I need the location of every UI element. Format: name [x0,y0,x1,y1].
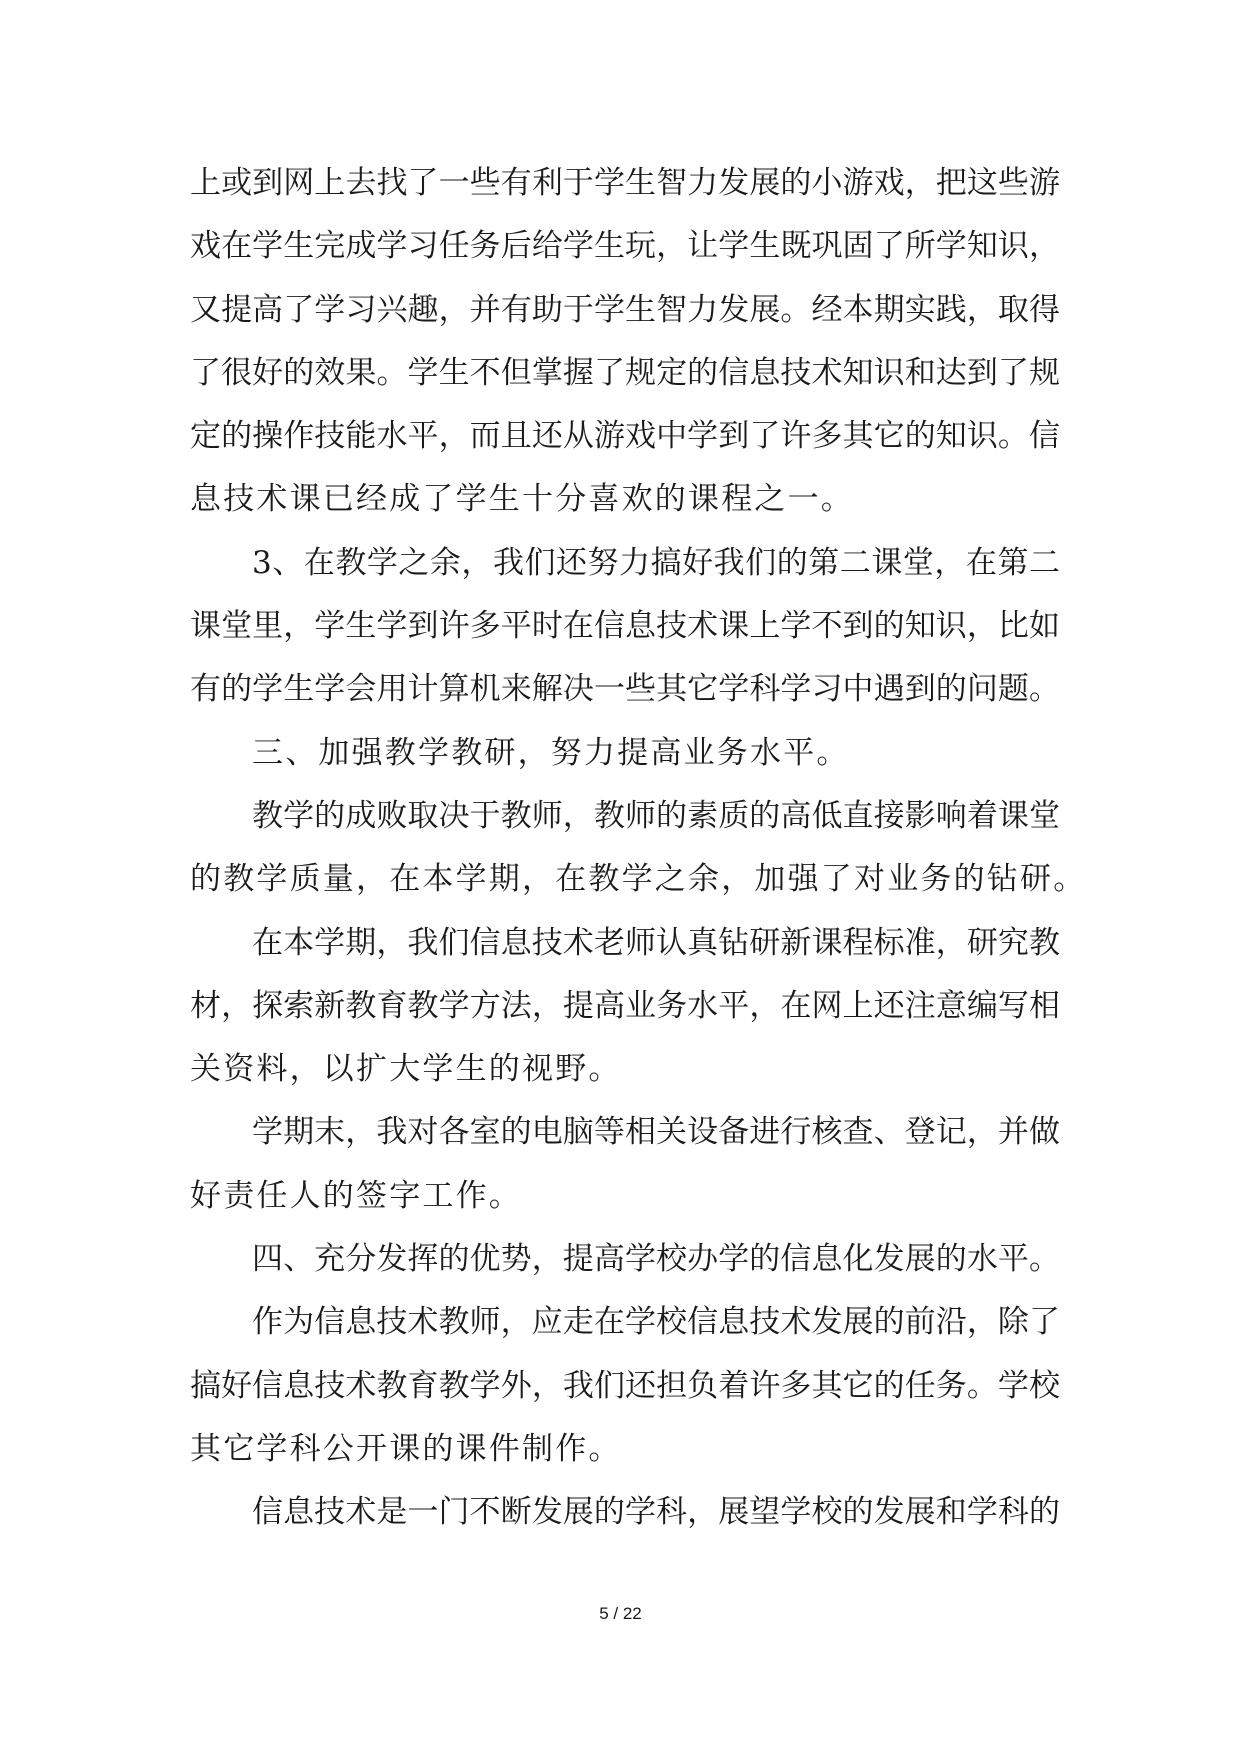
text-line: 息技术课已经成了学生十分喜欢的课程之一。 [190,481,854,518]
text-line: 信息技术是一门不断发展的学科，展望学校的发展和学科的 [252,1494,1060,1531]
text-line: 的教学质量，在本学期，在教学之余，加强了对业务的钻研。 [190,861,1087,898]
section-heading: 三、加强教学教研，努力提高业务水平。 [252,734,850,771]
text-line: 又提高了学习兴趣，并有助于学生智力发展。经本期实践，取得 [190,291,1060,328]
text-line: 了很好的效果。学生不但掌握了规定的信息技术知识和达到了规 [190,354,1060,391]
text-line: 课堂里，学生学到许多平时在信息技术课上学不到的知识，比如 [190,608,1060,645]
text-line: 作为信息技术教师，应走在学校信息技术发展的前沿，除了 [252,1304,1060,1341]
text-line: 搞好信息技术教育教学外，我们还担负着许多其它的任务。学校 [190,1367,1060,1404]
text-line: 学期末，我对各室的电脑等相关设备进行核查、登记，并做 [252,1114,1060,1151]
text-line: 其它学科公开课的课件制作。 [190,1430,622,1467]
text-line: 上或到网上去找了一些有利于学生智力发展的小游戏，把这些游 [190,165,1060,201]
text-line: 教学的成败取决于教师，教师的素质的高低直接影响着课堂 [252,797,1060,834]
document-body [190,152,1087,1545]
page-number: 5 / 22 [599,1604,642,1623]
text-line: 关资料，以扩大学生的视野。 [190,1051,622,1088]
text-line: 有的学生学会用计算机来解决一些其它学科学习中遇到的问题。 [190,671,1060,708]
section-heading: 四、充分发挥的优势，提高学校办学的信息化发展的水平。 [252,1241,1060,1278]
text-line: 定的操作技能水平，而且还从游戏中学到了许多其它的知识。信 [190,418,1060,455]
text-line: 材，探索新教育教学方法，提高业务水平，在网上还注意编写相 [190,987,1060,1024]
text-line: 3、在教学之余，我们还努力搞好我们的第二课堂，在第二 [252,544,1060,581]
text-line: 在本学期，我们信息技术老师认真钻研新课程标准，研究教 [252,924,1060,961]
text-line: 戏在学生完成学习任务后给学生玩，让学生既巩固了所学知识， [190,228,1060,265]
text-line: 好责任人的签字工作。 [190,1177,522,1214]
